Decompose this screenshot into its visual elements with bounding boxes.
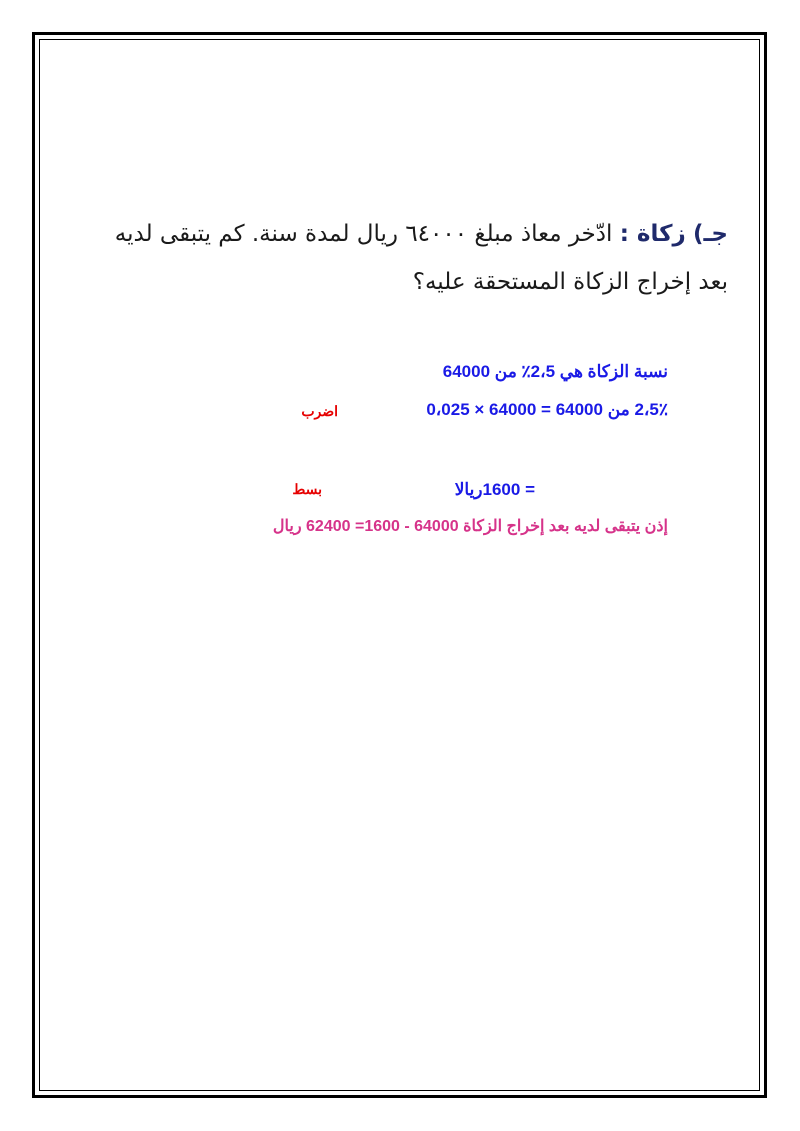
page-border	[32, 32, 767, 1098]
question-title: زكاة :	[619, 221, 686, 247]
question-text: ادّخر معاذ مبلغ ٦٤٠٠٠ ريال لمدة سنة. كم يتبقى لديه بعد إخراج الزكاة المستحقة عليه؟	[114, 221, 728, 295]
zakat-rate-line: نسبة الزكاة هي 2،5٪ من 64000	[442, 362, 668, 381]
question-block	[108, 210, 728, 306]
result-line: = 1600ريالا	[454, 480, 535, 499]
page-border-inner	[39, 39, 760, 1091]
conclusion-line: إذن يتبقى لديه بعد إخراج الزكاة 64000 - 1600= 62400 ريال	[272, 518, 668, 535]
multiply-note: اضرب	[301, 403, 338, 419]
multiplication-line: 2،5٪ من 64000 = 64000 × 0،025	[426, 400, 668, 419]
simplify-note: بسط	[292, 481, 322, 497]
question-label: جـ)	[693, 221, 728, 247]
